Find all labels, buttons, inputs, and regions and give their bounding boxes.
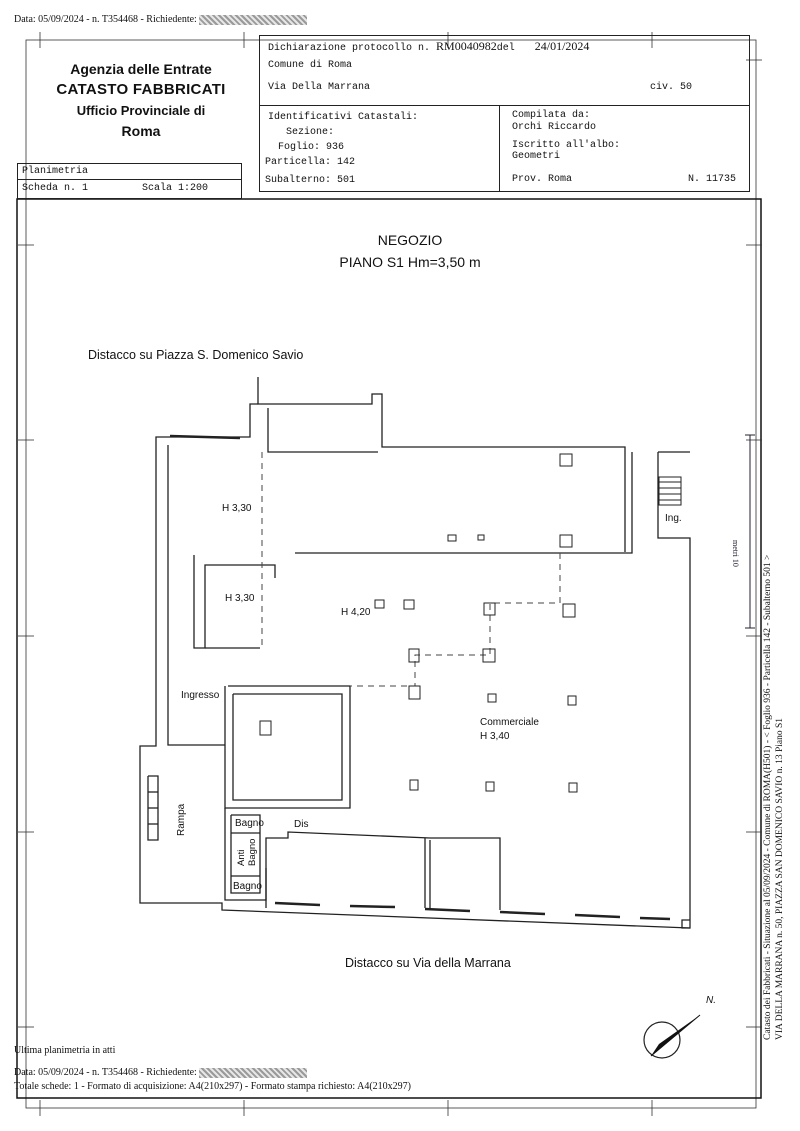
catasto-title: CATASTO FABBRICATI [56, 81, 226, 98]
compiler-name: Orchi Riccardo [512, 122, 597, 133]
protocol-date: 24/01/2024 [534, 39, 590, 53]
office-city: Roma [121, 123, 161, 139]
north-inner-wall [268, 408, 378, 452]
label-anti-bagno: Bagno [247, 838, 258, 866]
stairs [659, 477, 681, 505]
footer-requester-redaction [199, 1068, 307, 1078]
label-dis: Dis [294, 819, 309, 830]
iscritto-label: Iscritto all'albo: [512, 140, 621, 151]
albo: Geometri [512, 151, 561, 162]
footer-meta [14, 1067, 307, 1078]
agency-name: Agenzia delle Entrate [70, 61, 212, 77]
north-label: N. [706, 995, 716, 1006]
identifiers-title: Identificativi Catastali: [268, 112, 419, 123]
sezione: Sezione: [286, 127, 335, 138]
label-ingresso: Ingresso [181, 690, 220, 701]
label-rampa: Rampa [176, 803, 187, 836]
scala: Scala 1:200 [142, 183, 209, 194]
label-anti: Anti [236, 849, 247, 866]
subalterno: Subalterno: 501 [265, 175, 356, 186]
top-meta-text: Data: 05/09/2024 - n. T354468 - Richiedente: [14, 14, 197, 25]
label-ing: Ing. [665, 513, 682, 524]
inner-room-walls [225, 686, 350, 808]
footer-ultima: Ultima planimetria in atti [14, 1045, 116, 1056]
north-arrow [644, 1015, 700, 1058]
label-bagno-2: Bagno [233, 881, 262, 892]
protocol-del: del [496, 43, 515, 54]
plan-title: NEGOZIO [377, 232, 443, 248]
scheda-number: Scheda n. 1 [22, 183, 89, 194]
side-info-line1: Catasto dei Fabbricati - Situazione al 05/09/2024 - Comune di ROMA(H501) - < Foglio 936 - Particella 142 - Subalterno 501 > [763, 554, 773, 1040]
inner-divider-wall [295, 452, 632, 553]
particella: Particella: 142 [265, 157, 356, 168]
footer-meta-text: Data: 05/09/2024 - n. T354468 - Richiedente: [14, 1067, 197, 1078]
civic-number: civ. 50 [650, 82, 693, 93]
address: Via Della Marrana [268, 82, 371, 93]
distacco-bottom: Distacco su Via della Marrana [345, 956, 511, 970]
compilata-label: Compilata da: [512, 110, 591, 121]
registration-number: N. 11735 [688, 174, 737, 185]
side-scale-label: metri 10 [731, 540, 740, 567]
label-antibagno [236, 839, 258, 866]
plan-subtitle: PIANO S1 Hm=3,50 m [339, 254, 481, 270]
side-info [762, 555, 786, 1040]
comune: Comune di Roma [268, 60, 353, 71]
label-h330-a: H 3,30 [222, 503, 252, 514]
label-commerciale: Commerciale [480, 717, 539, 728]
label-h330-b: H 3,30 [225, 593, 255, 604]
label-h340: H 3,40 [480, 731, 510, 742]
label-bagno-1: Bagno [235, 818, 264, 829]
label-h420: H 4,20 [341, 607, 371, 618]
office-label: Ufficio Provinciale di [76, 103, 206, 118]
protocol-label: Dichiarazione protocollo n. [268, 43, 431, 54]
province: Prov. Roma [512, 174, 573, 185]
footer-totale: Totale schede: 1 - Formato di acquisizione: A4(210x297) - Formato stampa richiesto: A4(210x297) [14, 1081, 411, 1092]
north-wall [258, 377, 625, 552]
distacco-top: Distacco su Piazza S. Domenico Savio [88, 348, 304, 362]
planimetria-title: Planimetria [22, 166, 89, 177]
foglio: Foglio: 936 [278, 142, 345, 153]
side-info-line2: VIA DELLA MARRANA n. 50, PIAZZA SAN DOMENICO SAVIO n. 13 Piano S1 [775, 717, 785, 1040]
protocol-number: RM0040982 [436, 39, 497, 53]
